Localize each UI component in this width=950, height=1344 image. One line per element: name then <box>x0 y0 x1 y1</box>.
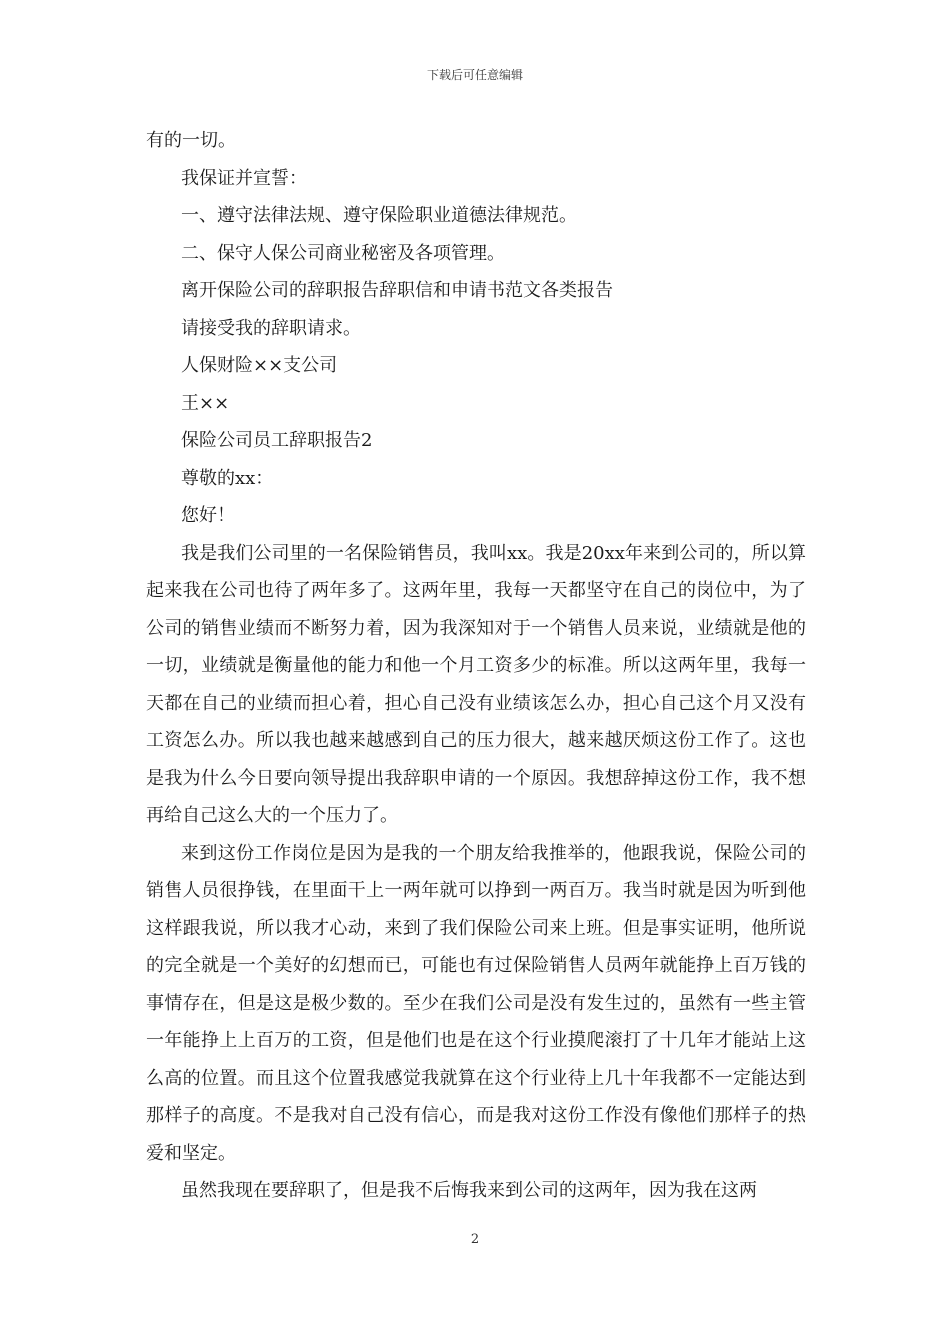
text-line: 人保财险××支公司 <box>181 355 338 376</box>
text-line: 王×× <box>181 392 230 414</box>
text-line: 我保证并宣誓： <box>181 167 307 189</box>
salutation: 尊敬的xx： <box>181 467 274 489</box>
section-title: 保险公司员工辞职报告2 <box>181 430 373 451</box>
document-body <box>146 122 806 1210</box>
text-line: 一、遵守法律法规、遵守保险职业道德法律规范。 <box>181 205 577 226</box>
body-paragraph: 我是我们公司里的一名保险销售员，我叫xx。我是20xx年来到公司的，所以算起来我在公司也待了两年多了。这两年里，我每一天都坚守在自己的岗位中，为了公司的销售业绩而不断努力着，因为我深知对于一个销售人员来说，业绩就是他的一切，业绩就是衡量他的能力和他一个月工资多少的标准。所以这两年里，我每一天都在自己的业绩而担心着，担心自己没有业绩该怎么办，担心自己这个月又没有工资怎么办。所以我也越来越感到自己的压力很大，越来越厌烦这份工作了。这也是我为什么今日要向领导提出我辞职申请的一个原因。我想辞掉这份工作，我不想再给自己这么大的一个压力了。 <box>146 542 806 826</box>
greeting: 您好！ <box>181 505 235 526</box>
text-line: 请接受我的辞职请求。 <box>181 317 361 339</box>
text-line: 离开保险公司的辞职报告辞职信和申请书范文各类报告 <box>181 280 613 301</box>
body-paragraph: 来到这份工作岗位是因为是我的一个朋友给我推举的，他跟我说，保险公司的销售人员很挣钱，在里面干上一两年就可以挣到一两百万。我当时就是因为听到他这样跟我说，所以我才心动，来到了我们保险公司来上班。但是事实证明，他所说的完全就是一个美好的幻想而已，可能也有过保险销售人员两年就能挣上百万钱的事情存在，但是这是极少数的。至少在我们公司是没有发生过的，虽然有一些主管一年能挣上上百万的工资，但是他们也是在这个行业摸爬滚打了十几年才能站上这么高的位置。而且这个位置我感觉我就算在这个行业待上几十年我都不一定能达到那样子的高度。不是我对自己没有信心，而是我对这份工作没有像他们那样子的热爱和坚定。 <box>146 842 806 1164</box>
text-line: 二、保守人保公司商业秘密及各项管理。 <box>181 242 505 264</box>
page-header: 下载后可任意编辑 <box>426 68 523 82</box>
body-paragraph: 虽然我现在要辞职了，但是我不后悔我来到公司的这两年，因为我在这两 <box>181 1180 757 1201</box>
page-number: 2 <box>470 1232 480 1247</box>
text-line: 有的一切。 <box>146 130 236 151</box>
